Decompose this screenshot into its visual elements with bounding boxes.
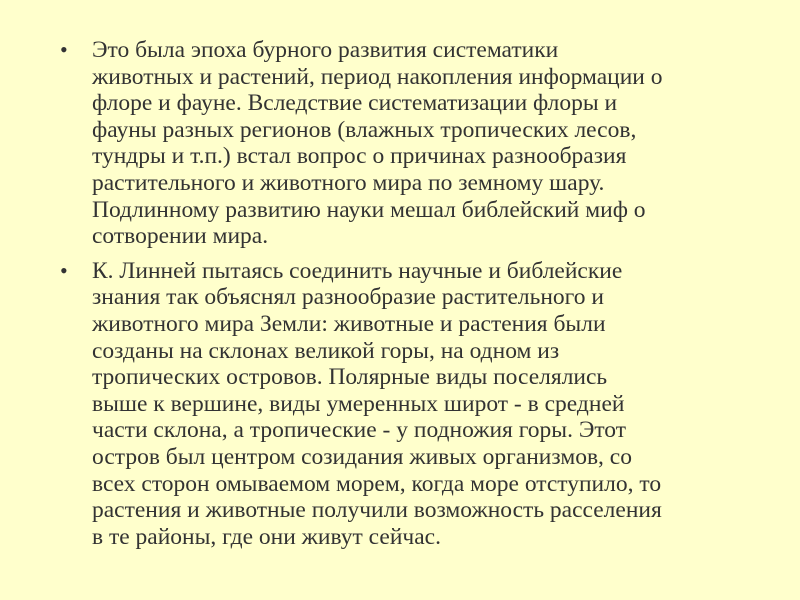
bullet-list bbox=[60, 37, 760, 558]
bullet-icon: • bbox=[60, 257, 68, 283]
bullet-text-2 bbox=[92, 258, 760, 551]
text-line: животного мира Земли: животные и растения были bbox=[92, 310, 606, 337]
bullet-item-1 bbox=[60, 37, 760, 250]
text-line: растения и животные получили возможность расселения bbox=[92, 497, 662, 524]
text-line: Подлинному развитию науки мешал библейский миф о bbox=[92, 196, 646, 223]
text-line: Это была эпоха бурного развития систематики bbox=[92, 37, 559, 63]
text-line: в те районы, где они живут сейчас. bbox=[92, 523, 441, 550]
bullet-text-1 bbox=[92, 37, 760, 250]
text-line: созданы на склонах великой горы, на одном из bbox=[92, 337, 560, 364]
text-line: знания так объяснял разнообразие растительного и bbox=[92, 284, 604, 311]
text-line: тропических островов. Полярные виды поселялись bbox=[92, 364, 608, 391]
text-line: К. Линней пытаясь соединить научные и библейские bbox=[92, 257, 623, 284]
text-line: флоре и фауне. Вследствие систематизации флоры и bbox=[92, 90, 618, 117]
text-line: фауны разных регионов (влажных тропических лесов, bbox=[92, 116, 637, 143]
text-line: всех сторон омываемом морем, когда море отступило, то bbox=[92, 470, 662, 497]
text-line: сотворении мира. bbox=[92, 223, 269, 250]
text-line: остров был центром созидания живых организмов, со bbox=[92, 443, 632, 470]
text-line: части склона, а тропические - у подножия горы. Этот bbox=[92, 417, 627, 444]
text-line: выше к вершине, виды умеренных широт - в средней bbox=[92, 390, 625, 417]
text-line: тундры и т.п.) встал вопрос о причинах разнообразия bbox=[92, 143, 627, 170]
bullet-item-2 bbox=[60, 258, 760, 551]
text-line: растительного и животного мира по земному шару. bbox=[92, 169, 605, 196]
text-line: животных и растений, период накопления информации о bbox=[92, 63, 663, 90]
bullet-icon: • bbox=[60, 37, 68, 62]
